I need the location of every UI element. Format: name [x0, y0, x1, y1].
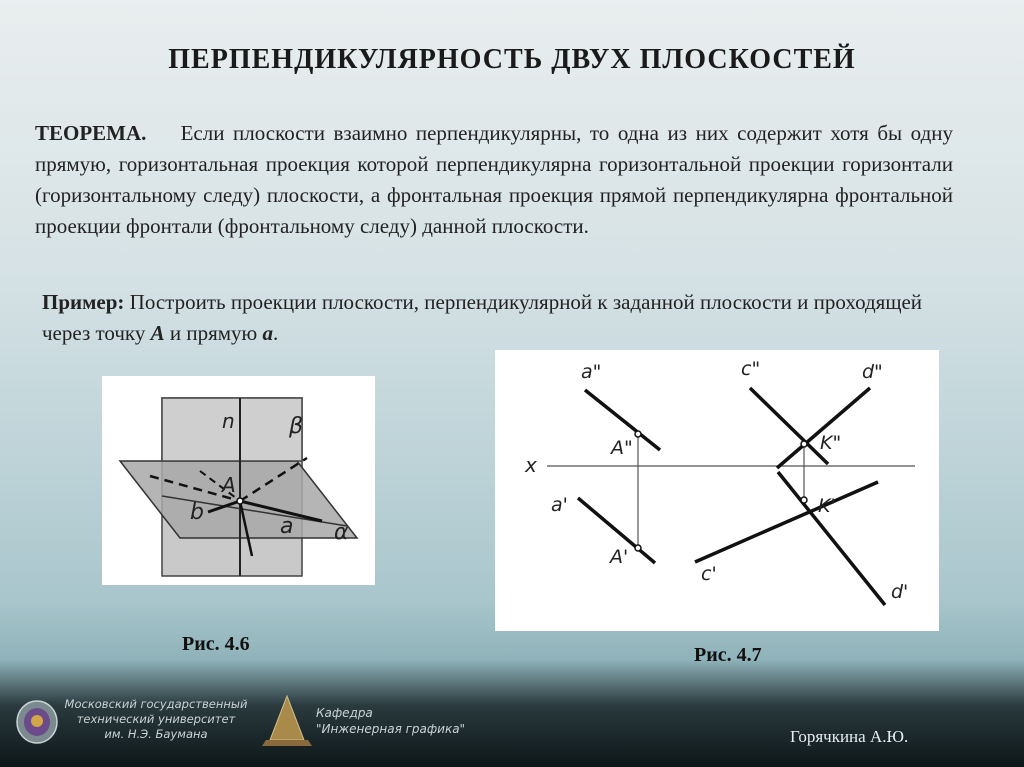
- label-a-horizontal: a': [551, 494, 568, 516]
- figure-4-6: [102, 376, 375, 585]
- theorem-text: Если плоскости взаимно перпендикулярны, то одна из них содержит хотя бы одну прямую, горизонтальная проекция которой перпендикулярна горизонтальной проекции горизонтали (горизонтальному следу) плоскости, а фронтальная проекция прямой перпендикулярна фронтальной проекции фронтали (фронтальному следу) данной плоскости.: [35, 121, 953, 238]
- example-point: A: [150, 321, 165, 345]
- label-K-horizontal: K': [818, 495, 836, 517]
- label-A-horizontal: A': [610, 546, 629, 568]
- label-K-front: K": [820, 432, 842, 454]
- theorem-paragraph: [35, 118, 953, 242]
- point-A-horizontal: [635, 545, 641, 551]
- label-d-horizontal: d': [891, 581, 909, 603]
- example-line: a: [262, 321, 273, 345]
- point-A-front: [635, 431, 641, 437]
- point-K-horizontal: [801, 497, 807, 503]
- university-name: Московский государственный технический университет им. Н.Э. Баумана: [64, 697, 248, 741]
- line-c-horizontal: [695, 482, 878, 562]
- department-logo-icon: [262, 692, 312, 748]
- slide-title: ПЕРПЕНДИКУЛЯРНОСТЬ ДВУХ ПЛОСКОСТЕЙ: [168, 44, 856, 75]
- label-alpha: α: [334, 520, 349, 545]
- figure-4-6-caption: Рис. 4.6: [182, 633, 250, 655]
- author-name: Горячкина А.Ю.: [790, 727, 909, 746]
- example-label: Пример:: [42, 290, 125, 314]
- label-A: A: [222, 473, 236, 497]
- line-c-front: [750, 388, 828, 464]
- point-K-front: [801, 441, 807, 447]
- label-c-horizontal: c': [701, 563, 717, 585]
- label-n: n: [222, 409, 235, 433]
- example-text: Построить проекции плоскости, перпендикулярной к заданной плоскости и проходящей через точку: [42, 290, 923, 345]
- label-c-front: c": [741, 358, 761, 380]
- label-a-front: a": [581, 361, 602, 383]
- department-name: Кафедра "Инженерная графика": [316, 706, 466, 736]
- figure-4-7: [495, 350, 939, 631]
- label-a: a: [280, 514, 294, 539]
- example-text-middle: и прямую: [169, 321, 258, 345]
- label-b: b: [190, 500, 204, 525]
- example-paragraph: Пример: Построить проекции плоскости, перпендикулярной к заданной плоскости и проходящей через точку A и прямую a.: [42, 290, 923, 345]
- theorem-label: ТЕОРЕМА.: [35, 121, 147, 145]
- label-beta: β: [289, 414, 304, 439]
- line-d-horizontal: [778, 472, 885, 605]
- label-d-front: d": [862, 361, 883, 383]
- point-A: [237, 498, 243, 504]
- label-x: x: [525, 453, 537, 477]
- university-emblem-icon: [15, 699, 59, 745]
- label-A-front: A": [611, 437, 633, 459]
- figure-4-7-caption: Рис. 4.7: [694, 644, 762, 666]
